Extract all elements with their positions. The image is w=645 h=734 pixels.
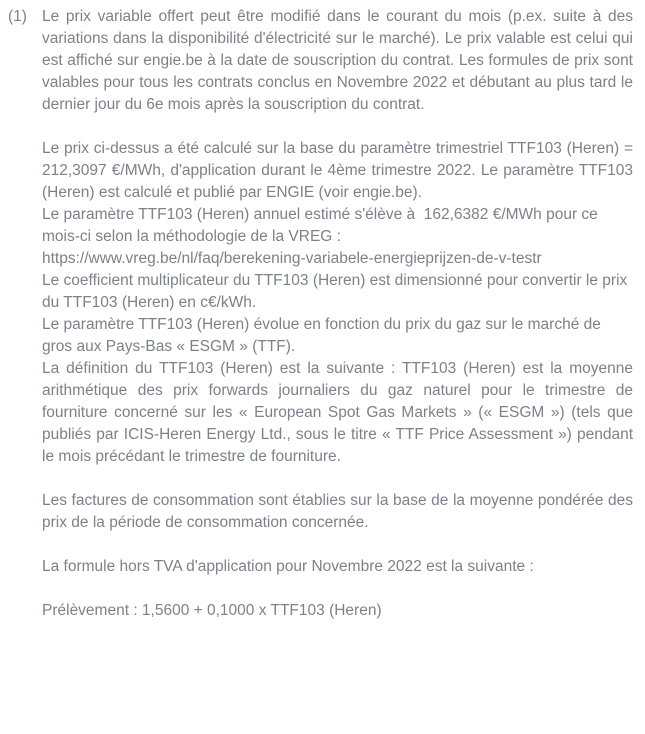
clause-1 — [8, 6, 633, 622]
paragraph-spacer-4 — [42, 578, 633, 600]
price-formula-line: Prélèvement : 1,5600 + 0,1000 x TTF103 (Heren) — [42, 602, 382, 619]
paragraph-consumption-invoices: Les factures de consommation sont établies sur la base de la moyenne pondérée des prix de la période de consommation concernée. — [42, 492, 633, 531]
paragraph-ttf103-quarterly-basis: Le prix ci-dessus a été calculé sur la base du paramètre trimestriel TTF103 (Heren) = 212,3097 €/MWh, d'application durant le 4ème trimestre 2022. Le paramètre TTF103 (Heren) est calculé et publié par ENGIE (voir engie.be). — [42, 140, 633, 201]
vreg-methodology-url[interactable]: https://www.vreg.be/nl/faq/berekening-variabele-energieprijzen-de-v-testr — [42, 250, 542, 267]
paragraph-spacer-3 — [42, 534, 633, 556]
paragraph-ttf103-market-link: Le paramètre TTF103 (Heren) évolue en fonction du prix du gaz sur le marché de gros aux Pays-Bas « ESGM » (TTF). — [42, 316, 601, 355]
paragraph-variable-price-conditions: Le prix variable offert peut être modifié dans le courant du mois (p.ex. suite à des variations dans la disponibilité d'électricité sur le marché). Le prix valable est celui qui est affiché sur engie.be à la date de souscription du contrat. Les formules de prix sont valables pour tous les contrats conclus en Novembre 2022 et débutant au plus tard le dernier jour du 6e mois après la souscription du contrat. — [42, 8, 633, 113]
paragraph-formula-intro: La formule hors TVA d'application pour Novembre 2022 est la suivante : — [42, 558, 534, 575]
clause-number-marker: (1) — [8, 8, 27, 25]
clause-body — [42, 6, 633, 622]
paragraph-spacer-2 — [42, 468, 633, 490]
paragraph-multiplier-coefficient: Le coefficient multiplicateur du TTF103 (Heren) est dimensionné pour convertir le prix du TTF103 (Heren) en c€/kWh. — [42, 272, 628, 311]
paragraph-ttf103-annual-estimate: Le paramètre TTF103 (Heren) annuel estimé s'élève à 162,6382 €/MWh pour ce mois-ci selon la méthodologie de la VREG : — [42, 206, 603, 245]
paragraph-ttf103-definition: La définition du TTF103 (Heren) est la suivante : TTF103 (Heren) est la moyenne arithmétique des prix forwards journaliers du gaz naturel pour le trimestre de fourniture concerné sur les « European Spot Gas Markets » (« ESGM ») (tels que publiés par ICIS-Heren Energy Ltd., sous le titre « TTF Price Assessment ») pendant le mois précédant le trimestre de fourniture. — [42, 360, 633, 465]
paragraph-spacer — [42, 116, 633, 138]
